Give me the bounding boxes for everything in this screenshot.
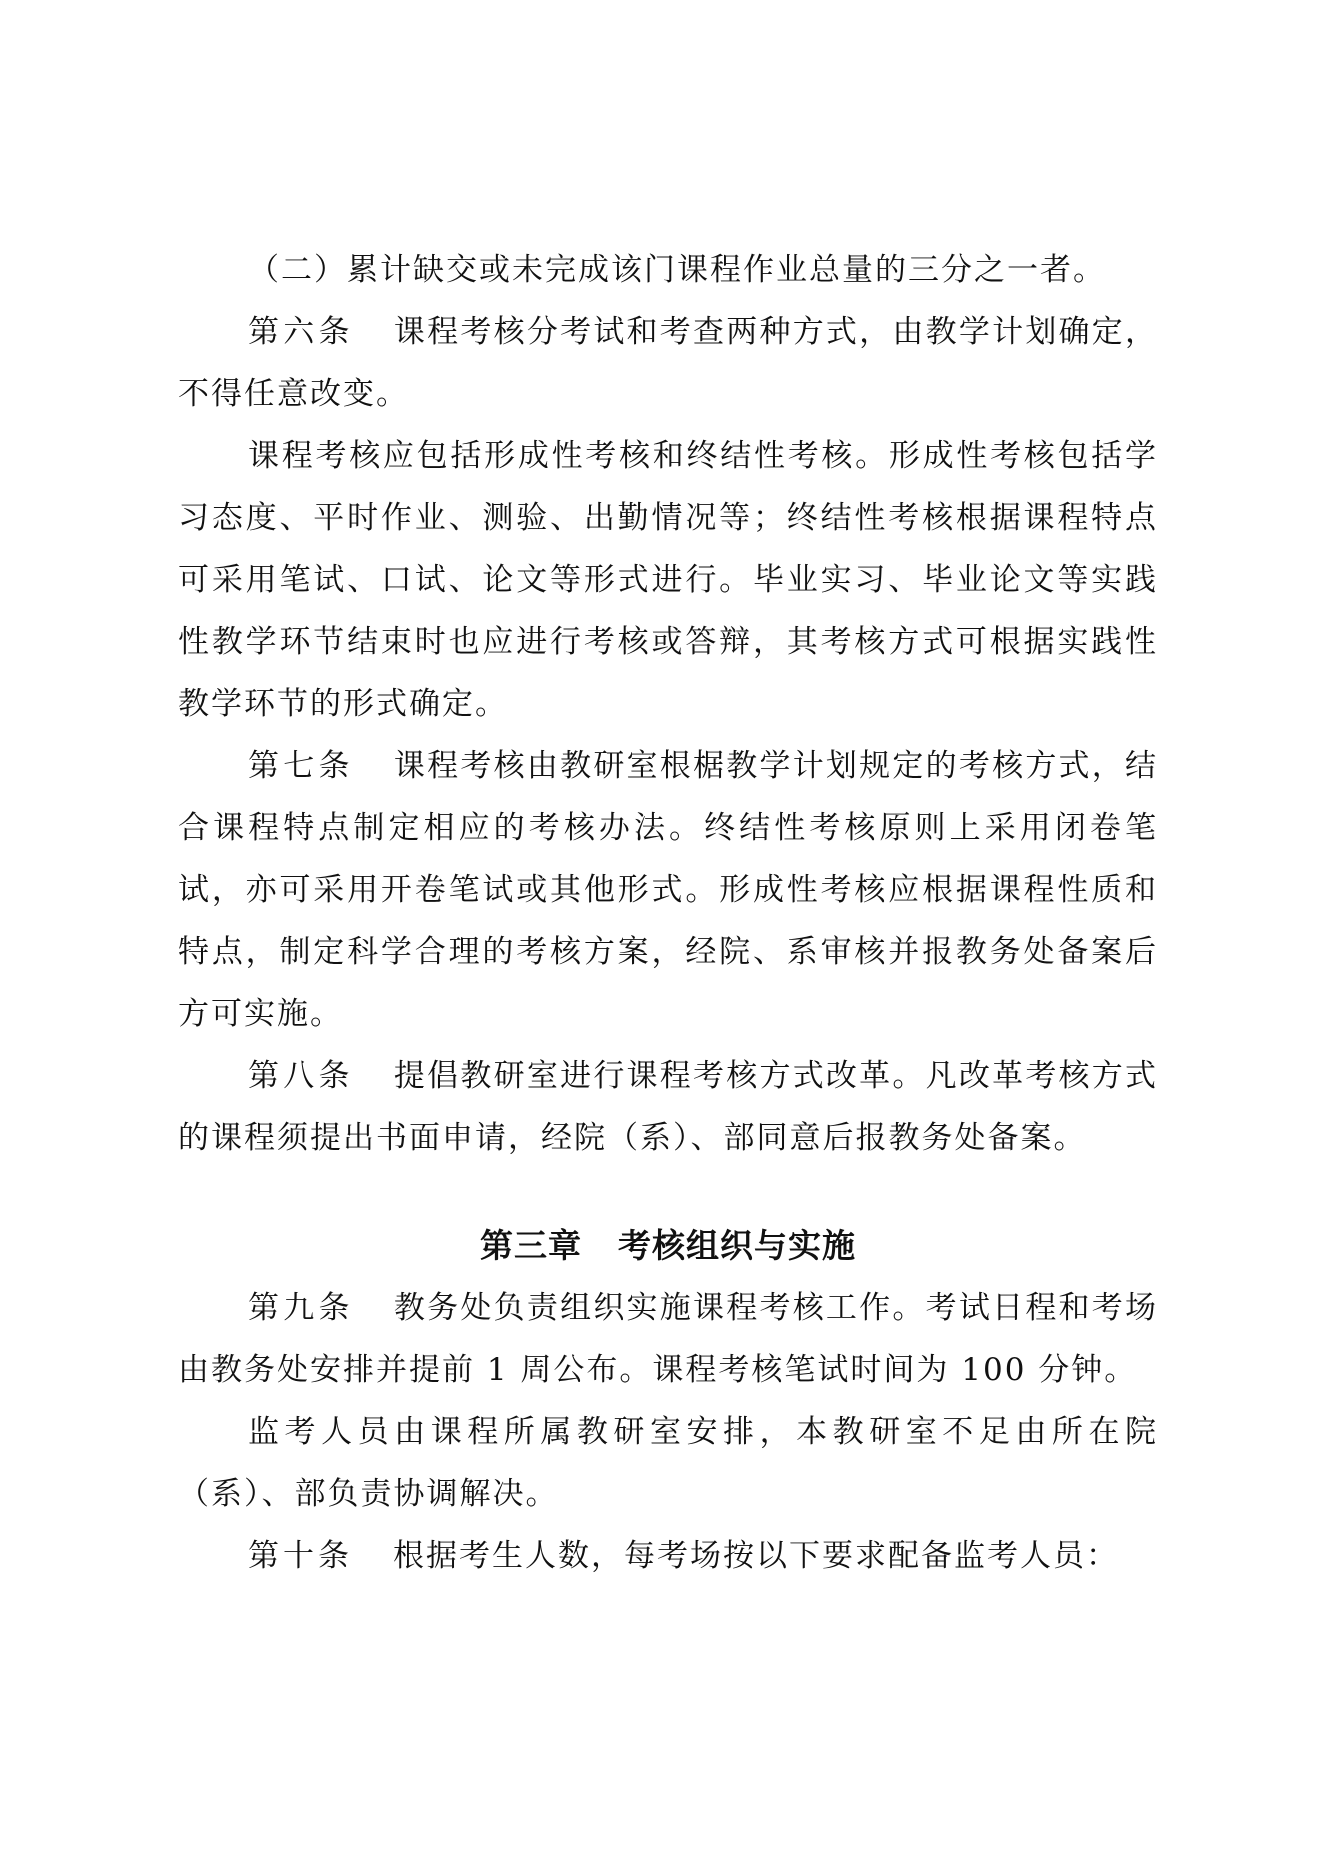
- article-7: [178, 735, 1158, 1045]
- paragraph-text: 监考人员由课程所属教研室安排，本教研室不足由所在院（系）、部负责协调解决。: [178, 1414, 1158, 1512]
- paragraph-invigilators: [178, 1401, 1158, 1525]
- chapter-heading: [178, 1215, 1158, 1277]
- article-text: 根据考生人数，每考场按以下要求配备监考人员：: [393, 1538, 1119, 1574]
- paragraph-text: 课程考核应包括形成性考核和终结性考核。形成性考核包括学习态度、平时作业、测验、出勤情况等；终结性考核根据课程特点可采用笔试、口试、论文等形式进行。毕业实习、毕业论文等实践性教学环节结束时也应进行考核或答辩，其考核方式可根据实践性教学环节的形式确定。: [178, 438, 1158, 722]
- document-body: [178, 239, 1158, 1587]
- article-10: [178, 1525, 1158, 1587]
- article-8: [178, 1045, 1158, 1169]
- article-9: [178, 1277, 1158, 1401]
- paragraph-text: （二）累计缺交或未完成该门课程作业总量的三分之一者。: [248, 252, 1106, 288]
- chapter-title: 考核组织与实施: [618, 1226, 856, 1265]
- article-6: [178, 301, 1158, 425]
- article-text: 课程考核由教研室根椐教学计划规定的考核方式，结合课程特点制定相应的考核办法。终结性考核原则上采用闭卷笔试，亦可采用开卷笔试或其他形式。形成性考核应根据课程性质和特点，制定科学合理的考核方案，经院、系审核并报教务处备案后方可实施。: [178, 748, 1159, 1032]
- paragraph-item-2: [178, 239, 1158, 301]
- paragraph-assessment-content: [178, 425, 1158, 735]
- article-number: 第七条: [248, 748, 354, 784]
- article-text: 提倡教研室进行课程考核方式改革。凡改革考核方式的课程须提出书面申请，经院（系）、部同意后报教务处备案。: [178, 1058, 1159, 1156]
- article-number: 第八条: [248, 1058, 354, 1094]
- article-number: 第十条: [248, 1538, 353, 1574]
- article-text: 课程考核分考试和考查两种方式，由教学计划确定，不得任意改变。: [178, 314, 1159, 412]
- article-number: 第六条: [248, 314, 354, 350]
- article-number: 第九条: [248, 1290, 354, 1326]
- article-text: 教务处负责组织实施课程考核工作。考试日程和考场由教务处安排并提前 1 周公布。课程考核笔试时间为 100 分钟。: [178, 1290, 1159, 1388]
- chapter-number: 第三章: [480, 1226, 582, 1265]
